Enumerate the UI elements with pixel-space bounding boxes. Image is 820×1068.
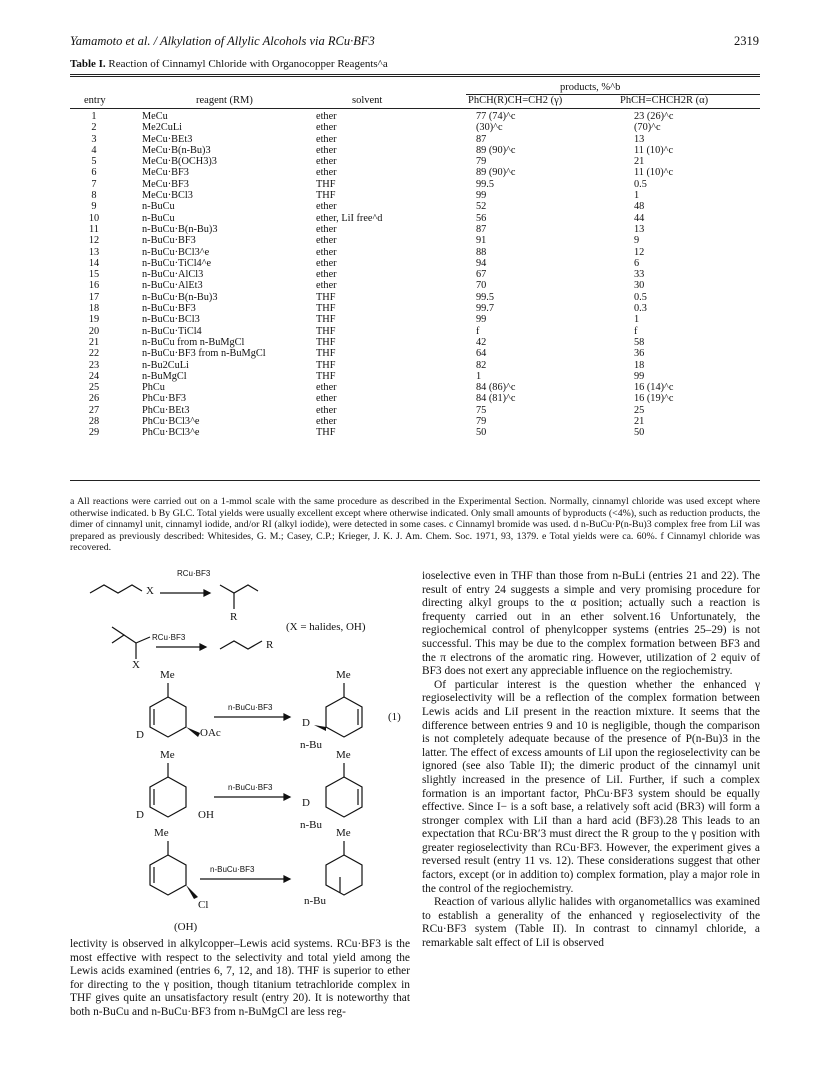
- table-cell: THF: [316, 291, 336, 303]
- table-row: [70, 314, 760, 325]
- table-cell: 67: [476, 269, 487, 281]
- table-cell: 91: [476, 235, 487, 247]
- scheme-reagent-mid: RCu·BF3: [152, 633, 186, 642]
- table-cell: 1: [634, 314, 640, 326]
- table-cell: 0.5: [634, 291, 647, 303]
- table-cell: ether: [316, 257, 337, 269]
- table-cell: ether: [316, 382, 337, 394]
- table-cell: MeCu·BF3: [142, 167, 189, 179]
- table-row: [70, 360, 760, 371]
- table-cell: MeCu·B(n-Bu)3: [142, 144, 211, 156]
- right-paragraph-3: Reaction of various allylic halides with organometallics was examined to establish a generality of the enhanced γ regioselectivity of the RCu·BF3 system (Table II). In contrast to cinnamyl chloride, a remarkable salt effect of LiI is observed: [422, 896, 760, 950]
- table-row: [70, 292, 760, 303]
- left-paragraph: lectivity is observed in alkylcopper–Lewis acid systems. RCu·BF3 is the most effective with respect to the selectivity and total yield among the Lewis acids examined (entries 6, 7, 12, and 18). THF is superior to ether for directing to the γ position, though titanium tetrachloride complex in THF gives quite an unsatisfactory result (entry 20). It is noteworthy that both n-BuCu and n-BuCu·BF3 from n-BuMgCl are less reg-: [70, 938, 410, 1018]
- table-cell: 19: [88, 314, 100, 326]
- table-cell: 23 (26)^c: [634, 111, 674, 122]
- scheme-label-r2: R: [266, 639, 274, 651]
- table-row: [70, 269, 760, 280]
- table-row: [70, 280, 760, 291]
- table-cell: f: [476, 325, 480, 337]
- table-row: [70, 122, 760, 133]
- table-cell: n-BuCu·AlEt3: [142, 280, 203, 292]
- table-cell: 3: [91, 133, 97, 145]
- table-cell: 21: [88, 336, 100, 348]
- table-row: [70, 348, 760, 359]
- table-cell: 8: [91, 190, 97, 202]
- table-cell: ether: [316, 269, 337, 281]
- scheme-reagent-nbu-2: n-BuCu·BF3: [228, 783, 273, 792]
- scheme-condition: (X = halides, OH): [286, 621, 366, 633]
- table-row: [70, 427, 760, 438]
- table-cell: 1: [476, 370, 482, 382]
- page-number: 2319: [734, 34, 759, 48]
- scheme-label-me-p2: Me: [336, 749, 351, 761]
- table-cell: n-BuCu·BCl3^e: [142, 246, 210, 258]
- table-cell: 13: [634, 133, 645, 145]
- table-cell: 79: [476, 156, 487, 168]
- table-cell: THF: [316, 178, 336, 190]
- table-cell: 64: [476, 348, 487, 360]
- left-column-text: [70, 938, 410, 1020]
- table-cell: MeCu·BF3: [142, 178, 189, 190]
- col-header-reagent: reagent (RM): [196, 95, 253, 106]
- scheme-label-nbu-p1: n-Bu: [300, 739, 322, 751]
- table-row: [70, 224, 760, 235]
- table-cell: 0.3: [634, 303, 647, 315]
- table-cell: PhCu·BF3: [142, 393, 187, 405]
- table-row: [70, 371, 760, 382]
- table-caption-label: Table I.: [70, 58, 106, 70]
- scheme-label-me-2: Me: [160, 749, 175, 761]
- table-row: [70, 382, 760, 393]
- table-cell: 99.7: [476, 303, 495, 315]
- table-cell: (30)^c: [476, 122, 503, 134]
- table-cell: ether: [316, 223, 337, 235]
- col-header-solvent: solvent: [352, 95, 383, 106]
- table-cell: 99: [634, 370, 645, 382]
- wedge-bond: [186, 885, 198, 899]
- table-cell: THF: [316, 314, 336, 326]
- scheme-label-d-p1: D: [302, 717, 310, 729]
- table-cell: n-BuCu·BCl3: [142, 314, 200, 326]
- products-group-header: products, %^b: [560, 82, 621, 93]
- col-header-gamma: PhCH(R)CH=CH2 (γ): [468, 95, 563, 106]
- table-cell: 50: [476, 427, 487, 439]
- table-cell: 4: [91, 144, 97, 156]
- scheme-reagent-top: RCu·BF3: [177, 569, 211, 578]
- table-row: [70, 179, 760, 190]
- table-top-rule-double: [70, 76, 760, 77]
- table-cell: ether: [316, 133, 337, 145]
- table-cell: 87: [476, 133, 487, 145]
- table-cell: 13: [634, 223, 645, 235]
- right-paragraph-2: Of particular interest is the question whether the enhanced γ regioselectivity will be a reflection of the complex formation between Lewis acids and LiI present in the reaction mixture. It seems that the difference between entries 9 and 10 is negligible, though the comparison is not completely adequate because of the presence of P(n-Bu)3 in the latter. The effect of excess amounts of LiI upon the regioselectivity can be ignored (see also Table II); the dimeric product of the cinnamyl unit slightly increased in the presence of LiI. Further, if such a complex formation is an important factor, PhCu·BF3 system should be equally effective. Since I− is a soft base, a relatively soft acid (BR3) will form a stronger complex with LiI than a hard acid (BF3).28 This leads to an expectation that RCu·BR′3 must direct the R group to the γ position with greater regioselectivity than RCu·BF3. However, the experiment gives a reversed result (entry 11 vs. 12). These considerations suggest that other factors, except (or in addition to) complex formation, play a major role in the control of the regiochemistry.: [422, 678, 760, 895]
- table-row: [70, 416, 760, 427]
- col-header-entry: entry: [84, 95, 106, 106]
- right-paragraph-1: ioselective even in THF than those from n-BuLi (entries 21 and 22). The result of entry 24 suggests a simple and very promising procedure for directing alkyl groups to the α position; actually such a reaction is frequenty carried out in an ether solvent.16 Unfortunately, the regiochemical control of phenylcopper systems (entries 25–29) is not successful. This may be due to the complex formation between BF3 and the π electrons of the aromatic ring. However, utilization of 2 equiv of BF3 does not exert any appreciable influence on the regiochemistry.: [422, 570, 760, 678]
- table-cell: n-BuCu·TiCl4: [142, 325, 202, 337]
- table-cell: 88: [476, 246, 487, 258]
- table-cell: 12: [634, 246, 645, 258]
- scheme-reagent-nbu-3: n-BuCu·BF3: [210, 865, 255, 874]
- table-row: [70, 111, 760, 122]
- table-footnote: a All reactions were carried out on a 1-mmol scale with the same procedure as described in the Experimental Section. Normally, cinnamyl chloride was used except where otherwise indicated. b By GLC. Total yields were usually excellent except where otherwise indicated. Only small amounts of byproducts (<4%), such as reduction products, the dimer of cinnamyl unit, cinnamyl iodide, and/or RI (alkyl iodide), were detected in some cases. c Cinnamyl bromide was used. d n-BuCu·P(n-Bu)3 complex free from LiI was prepared as previously described: Whitesides, G. M.; Casey, C.P.; Krieger, J. K. J. Am. Chem. Soc. 1971, 93, 1379. e Total yields were ca. 60%. f Cinnamyl chloride was recovered.: [70, 496, 760, 554]
- table-cell: 33: [634, 269, 645, 281]
- scheme-label-oac: OAc: [200, 727, 221, 739]
- table-cell: ether: [316, 235, 337, 247]
- table-cell: 24: [88, 370, 100, 382]
- table-cell: 11 (10)^c: [634, 167, 674, 179]
- scheme-label-me-p1: Me: [336, 669, 351, 681]
- table-cell: 10: [88, 212, 100, 224]
- table-row: [70, 235, 760, 246]
- table-cell: ether: [316, 393, 337, 405]
- table-cell: (70)^c: [634, 122, 661, 134]
- table-cell: 94: [476, 257, 487, 269]
- table-cell: n-BuCu·BF3: [142, 235, 196, 247]
- table-cell: THF: [316, 370, 336, 382]
- scheme-label-oh-paren: (OH): [174, 921, 198, 933]
- table-cell: 25: [88, 382, 100, 394]
- table-cell: n-Bu2CuLi: [142, 359, 189, 371]
- table-row: [70, 145, 760, 156]
- table-cell: 18: [634, 359, 645, 371]
- table-cell: 77 (74)^c: [476, 111, 516, 122]
- table-cell: 6: [91, 167, 97, 179]
- table-cell: PhCu·BEt3: [142, 404, 190, 416]
- table-cell: ether: [316, 156, 337, 168]
- table-caption: [70, 58, 388, 70]
- table-cell: n-BuCu·B(n-Bu)3: [142, 291, 218, 303]
- scheme-label-me-3: Me: [154, 827, 169, 839]
- table-cell: 70: [476, 280, 487, 292]
- table-cell: f: [634, 325, 638, 337]
- table-cell: n-BuCu·TiCl4^e: [142, 257, 212, 269]
- table-cell: 16 (19)^c: [634, 393, 674, 405]
- table-row: [70, 247, 760, 258]
- table-cell: 9: [634, 235, 640, 247]
- running-title: Yamamoto et al. / Alkylation of Allylic Alcohols via RCu·BF3: [70, 34, 375, 48]
- wedge-bond: [186, 727, 200, 737]
- table-cell: 18: [88, 303, 100, 315]
- table-cell: n-BuCu: [142, 201, 175, 213]
- table-cell: 14: [88, 257, 100, 269]
- scheme-label-oh: OH: [198, 809, 214, 821]
- scheme-label-x2: X: [132, 659, 140, 671]
- table-cell: 5: [91, 156, 97, 168]
- table-cell: n-BuCu·BF3 from n-BuMgCl: [142, 348, 266, 360]
- table-cell: PhCu·BCl3^e: [142, 427, 200, 439]
- table-bottom-rule: [70, 480, 760, 481]
- table-cell: n-BuCu·BF3: [142, 303, 196, 315]
- scheme-label-me: Me: [160, 669, 175, 681]
- scheme-label-me-p3: Me: [336, 827, 351, 839]
- table-body: [70, 111, 760, 439]
- table-cell: 89 (90)^c: [476, 167, 516, 179]
- table-cell: 99: [476, 190, 487, 202]
- table-cell: 84 (86)^c: [476, 382, 516, 394]
- scheme-reagent-nbu: n-BuCu·BF3: [228, 703, 273, 712]
- table-cell: 82: [476, 359, 487, 371]
- table-row: [70, 393, 760, 404]
- scheme-label-cl: Cl: [198, 899, 209, 911]
- table-cell: 87: [476, 223, 487, 235]
- table-cell: THF: [316, 190, 336, 202]
- table-cell: 12: [88, 235, 100, 247]
- table-cell: 6: [634, 257, 640, 269]
- table-cell: ether: [316, 201, 337, 213]
- table-cell: ether: [316, 144, 337, 156]
- table-row: [70, 134, 760, 145]
- table-cell: 52: [476, 201, 487, 213]
- table-cell: 21: [634, 156, 645, 168]
- table-cell: 48: [634, 201, 645, 213]
- table-cell: THF: [316, 325, 336, 337]
- data-table: [70, 111, 760, 439]
- table-cell: 20: [88, 325, 100, 337]
- table-cell: 84 (81)^c: [476, 393, 516, 405]
- table-cell: 9: [91, 201, 97, 213]
- table-cell: PhCu·BCl3^e: [142, 416, 200, 428]
- table-cell: n-BuCu: [142, 212, 175, 224]
- table-cell: 1: [634, 190, 640, 202]
- table-cell: 99.5: [476, 178, 495, 190]
- table-cell: n-BuCu·AlCl3: [142, 269, 204, 281]
- table-cell: 29: [88, 427, 100, 439]
- table-row: [70, 258, 760, 269]
- scheme-label-d: D: [136, 729, 144, 741]
- table-cell: 30: [634, 280, 645, 292]
- table-cell: 0.5: [634, 178, 647, 190]
- table-cell: 36: [634, 348, 645, 360]
- table-cell: 16: [88, 280, 100, 292]
- table-row: [70, 326, 760, 337]
- table-cell: 17: [88, 291, 100, 303]
- scheme-label-d-2: D: [136, 809, 144, 821]
- table-cell: 75: [476, 404, 487, 416]
- table-cell: 21: [634, 416, 645, 428]
- table-row: [70, 213, 760, 224]
- table-cell: 1: [91, 111, 97, 122]
- table-row: [70, 303, 760, 314]
- table-cell: MeCu: [142, 111, 168, 122]
- table-cell: 27: [88, 404, 100, 416]
- equation-number: (1): [388, 711, 401, 723]
- table-cell: THF: [316, 348, 336, 360]
- table-cell: ether, LiI free^d: [316, 212, 383, 224]
- wedge-bond: [314, 725, 326, 731]
- reaction-scheme: [70, 565, 410, 985]
- table-cell: 58: [634, 336, 645, 348]
- table-row: [70, 190, 760, 201]
- table-cell: ether: [316, 122, 337, 134]
- table-cell: THF: [316, 427, 336, 439]
- table-cell: 99: [476, 314, 487, 326]
- table-cell: 99.5: [476, 291, 495, 303]
- table-row: [70, 337, 760, 348]
- table-cell: 16 (14)^c: [634, 382, 674, 394]
- table-cell: PhCu: [142, 382, 165, 394]
- table-row: [70, 167, 760, 178]
- table-cell: n-BuCu from n-BuMgCl: [142, 336, 245, 348]
- table-cell: MeCu·BCl3: [142, 190, 193, 202]
- table-caption-text: Reaction of Cinnamyl Chloride with Organocopper Reagents^a: [108, 58, 388, 70]
- table-cell: ether: [316, 404, 337, 416]
- table-cell: 11: [89, 223, 99, 235]
- table-cell: ether: [316, 416, 337, 428]
- col-header-alpha: PhCH=CHCH2R (α): [620, 95, 709, 106]
- scheme-label-nbu-p3: n-Bu: [304, 895, 326, 907]
- table-top-rule: [70, 74, 760, 75]
- right-column-text: [422, 570, 760, 951]
- table-header-rule: [70, 108, 760, 109]
- scheme-label-x: X: [146, 585, 154, 597]
- table-cell: 23: [88, 359, 100, 371]
- table-cell: 15: [88, 269, 100, 281]
- table-cell: 89 (90)^c: [476, 144, 516, 156]
- scheme-label-nbu-p2: n-Bu: [300, 819, 322, 831]
- table-cell: 11 (10)^c: [634, 144, 674, 156]
- table-row: [70, 405, 760, 416]
- table-cell: 42: [476, 336, 487, 348]
- table-cell: 50: [634, 427, 645, 439]
- table-cell: 25: [634, 404, 645, 416]
- table-cell: THF: [316, 303, 336, 315]
- table-cell: ether: [316, 167, 337, 179]
- table-cell: 7: [91, 178, 97, 190]
- table-cell: 13: [88, 246, 100, 258]
- scheme-label-d-p2: D: [302, 797, 310, 809]
- table-cell: 28: [88, 416, 100, 428]
- table-cell: 56: [476, 212, 487, 224]
- table-cell: 79: [476, 416, 487, 428]
- table-cell: n-BuMgCl: [142, 370, 187, 382]
- scheme-label-r: R: [230, 611, 238, 623]
- table-cell: 26: [88, 393, 100, 405]
- table-cell: 44: [634, 212, 645, 224]
- table-cell: MeCu·BEt3: [142, 133, 193, 145]
- table-cell: ether: [316, 246, 337, 258]
- table-cell: 2: [91, 122, 97, 134]
- table-cell: 22: [88, 348, 100, 360]
- table-cell: THF: [316, 336, 336, 348]
- table-cell: MeCu·B(OCH3)3: [142, 156, 217, 168]
- table-cell: Me2CuLi: [142, 122, 183, 134]
- table-row: [70, 156, 760, 167]
- table-cell: ether: [316, 111, 337, 122]
- table-cell: ether: [316, 280, 337, 292]
- table-row: [70, 201, 760, 212]
- table-cell: n-BuCu·B(n-Bu)3: [142, 223, 218, 235]
- table-cell: THF: [316, 359, 336, 371]
